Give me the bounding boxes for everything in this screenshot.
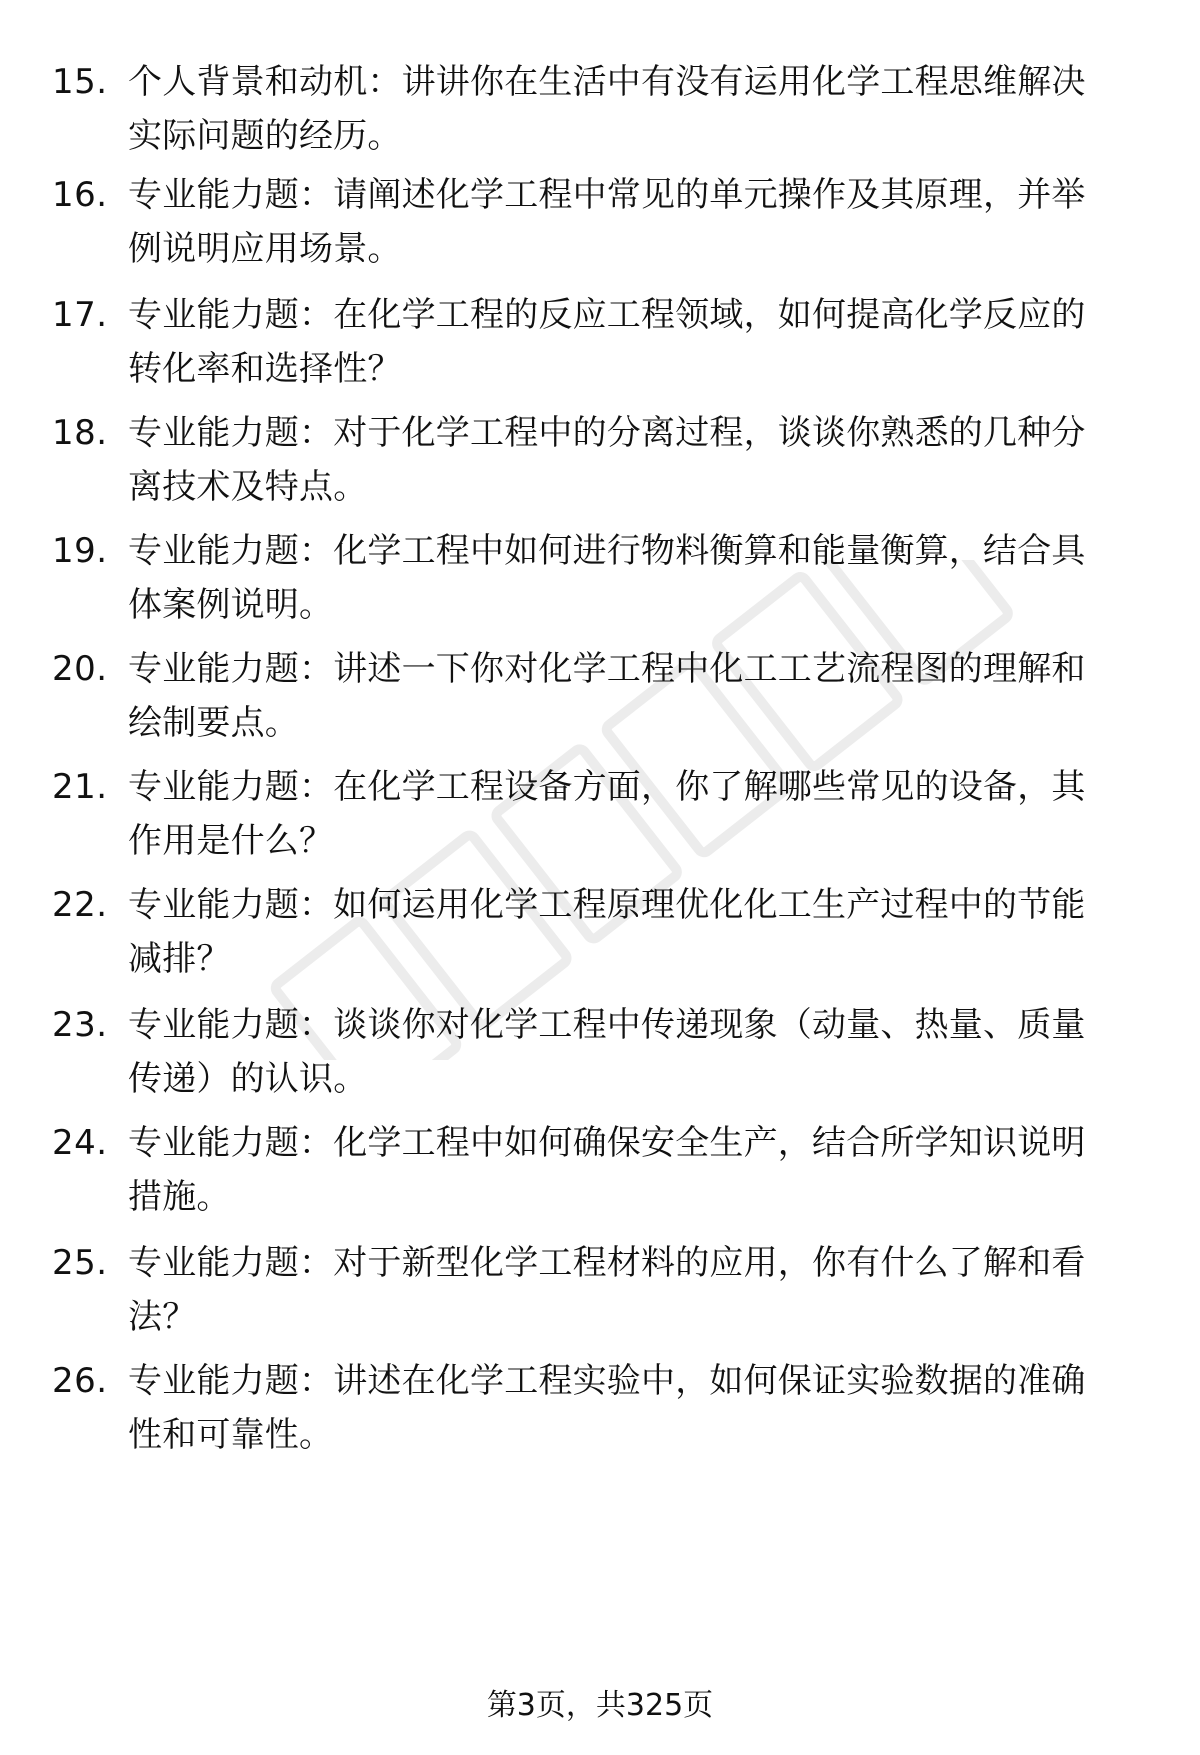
question-text-line: 实际问题的经历。 xyxy=(128,116,402,156)
question-text-line: 专业能力题：请阐述化学工程中常见的单元操作及其原理，并举 xyxy=(128,175,1086,215)
question-number: 20. xyxy=(52,649,108,689)
question-text-line: 离技术及特点。 xyxy=(128,467,368,507)
question-text-line: 专业能力题：对于新型化学工程材料的应用，你有什么了解和看 xyxy=(128,1243,1086,1283)
question-item xyxy=(52,1356,1162,1486)
question-number: 18. xyxy=(52,413,108,453)
question-number: 23. xyxy=(52,1005,108,1045)
question-text-line: 减排？ xyxy=(128,939,231,979)
question-text-line: 转化率和选择性？ xyxy=(128,349,402,389)
question-item xyxy=(52,762,1162,892)
question-number: 26. xyxy=(52,1361,108,1401)
question-number: 21. xyxy=(52,767,108,807)
question-number: 24. xyxy=(52,1123,108,1163)
question-number: 25. xyxy=(52,1243,108,1283)
question-item xyxy=(52,1118,1162,1248)
question-number: 17. xyxy=(52,295,108,335)
question-item xyxy=(52,290,1162,420)
question-item xyxy=(52,880,1162,1010)
question-text-line: 专业能力题：谈谈你对化学工程中传递现象（动量、热量、质量 xyxy=(128,1005,1086,1045)
question-text-line: 专业能力题：化学工程中如何进行物料衡算和能量衡算，结合具 xyxy=(128,531,1086,571)
question-item xyxy=(52,526,1162,656)
question-text-line: 专业能力题：在化学工程的反应工程领域，如何提高化学反应的 xyxy=(128,295,1086,335)
question-text-line: 法？ xyxy=(128,1297,197,1337)
question-text-line: 专业能力题：讲述一下你对化学工程中化工工艺流程图的理解和 xyxy=(128,649,1086,689)
question-number: 15. xyxy=(52,62,108,102)
question-text-line: 专业能力题：如何运用化学工程原理优化化工生产过程中的节能 xyxy=(128,885,1086,925)
question-text-line: 传递）的认识。 xyxy=(128,1059,368,1099)
question-item xyxy=(52,57,1162,187)
page-number-footer: 第3页，共325页 xyxy=(486,1688,714,1723)
question-text-line: 作用是什么？ xyxy=(128,821,334,861)
question-text-line: 体案例说明。 xyxy=(128,585,334,625)
question-text-line: 个人背景和动机：讲讲你在生活中有没有运用化学工程思维解决 xyxy=(128,62,1086,102)
question-number: 19. xyxy=(52,531,108,571)
question-text-line: 专业能力题：对于化学工程中的分离过程，谈谈你熟悉的几种分 xyxy=(128,413,1086,453)
question-item xyxy=(52,1000,1162,1130)
question-number: 16. xyxy=(52,175,108,215)
question-text-line: 绘制要点。 xyxy=(128,703,299,743)
question-number: 22. xyxy=(52,885,108,925)
question-text-line: 性和可靠性。 xyxy=(128,1415,334,1455)
question-text-line: 专业能力题：讲述在化学工程实验中，如何保证实验数据的准确 xyxy=(128,1361,1086,1401)
question-item xyxy=(52,408,1162,538)
question-item xyxy=(52,644,1162,774)
question-item xyxy=(52,1238,1162,1368)
question-text-line: 专业能力题：在化学工程设备方面，你了解哪些常见的设备，其 xyxy=(128,767,1086,807)
question-text-line: 措施。 xyxy=(128,1177,231,1217)
question-text-line: 例说明应用场景。 xyxy=(128,229,402,269)
question-text-line: 专业能力题：化学工程中如何确保安全生产，结合所学知识说明 xyxy=(128,1123,1086,1163)
question-item xyxy=(52,170,1162,300)
